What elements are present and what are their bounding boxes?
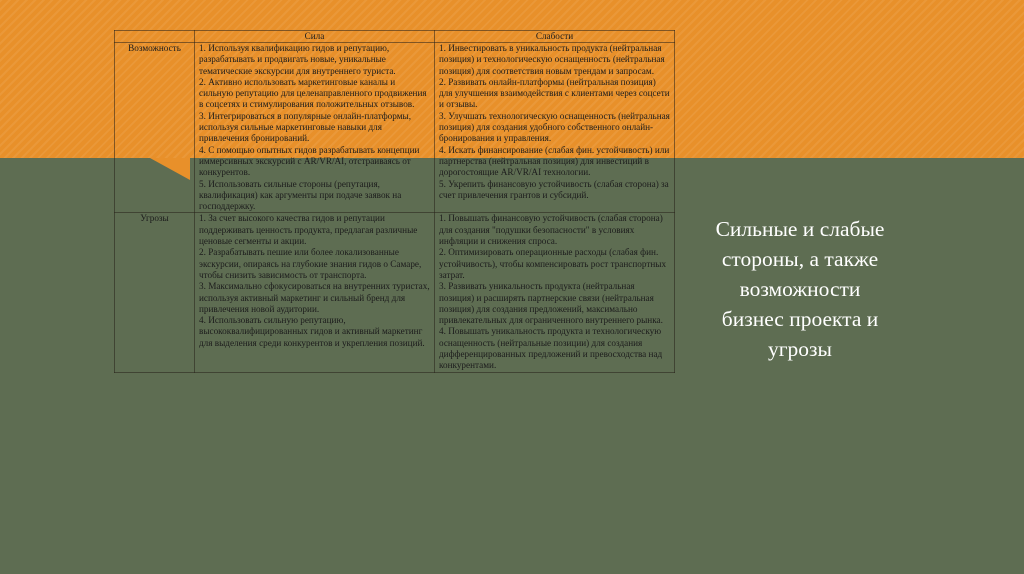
table-header-row	[115, 31, 675, 43]
slide-title-line: бизнес проекта и	[721, 307, 879, 331]
cell-weaknesses-threats	[435, 213, 675, 372]
list-item: 5. Укрепить финансовую устойчивость (слабая сторона) за счет привлечения грантов и субсидий.	[439, 178, 669, 200]
header-empty-cell	[115, 31, 195, 43]
header-weaknesses: Слабости	[435, 31, 675, 43]
slide-title-line: Сильные и слабые	[715, 217, 885, 241]
header-strengths: Сила	[195, 31, 435, 43]
list-item: 3. Развивать уникальность продукта (нейтральная позиция) и расширять партнерские связи (нейтральная позиция) для создания предложений, максимально привлекательных для ограниченного внутреннего рынка.	[439, 281, 663, 326]
row-label-threats: Угрозы	[115, 213, 195, 372]
list-item: 1. Повышать финансовую устойчивость (слабая сторона) для создания "подушки безопасности" в условиях инфляции и снижения спроса.	[439, 213, 663, 247]
list-item: 2. Активно использовать маркетинговые каналы и сильную репутацию для целенаправленного продвижения в соцсетях и стимулирования положительных отзывов.	[199, 76, 427, 110]
list-item: 2. Оптимизировать операционные расходы (слабая фин. устойчивость), чтобы компенсировать рост транспортных затрат.	[439, 247, 667, 280]
list-item: 2. Разрабатывать пешие или более локализованные экскурсии, опираясь на глубокие знания гидов о Самаре, чтобы снизить зависимость от транспорта.	[199, 247, 422, 280]
slide-title-line: стороны, а также	[721, 247, 879, 271]
list-item: 1. За счет высокого качества гидов и репутации поддерживать ценность продукта, предлагая различные ценовые сегменты и акции.	[199, 213, 418, 247]
list-item: 1. Инвестировать в уникальность продукта (нейтральная позиция) и технологическую оснащенность (нейтральная позиция) для соответствия новым трендам и запросам.	[439, 43, 665, 76]
list-item: 4. Искать финансирование (слабая фин. устойчивость) или партнерства (нейтральная позиция) для инвестиций в дорогостоящие AR/VR/AI технологии.	[439, 144, 670, 178]
list-item: 4. Повышать уникальность продукта и технологическую оснащенность (нейтральные позиции) для создания дифференцированных предложений и превосходства над конкурентами.	[439, 326, 663, 371]
table-row	[115, 43, 675, 213]
list-item: 4. С помощью опытных гидов разрабатывать концепции иммерсивных экскурсий с AR/VR/AI, отстраиваясь от конкурентов.	[199, 144, 420, 178]
slide-title-line: возможности	[739, 277, 861, 301]
cell-strengths-threats	[195, 213, 435, 372]
list-item: 5. Использовать сильные стороны (репутация, квалификация) как аргументы при подаче заявок на господдержку.	[199, 178, 402, 212]
list-item: 3. Улучшать технологическую оснащенность (нейтральная позиция) для создания удобного собственного онлайн-бронирования и управления.	[439, 110, 670, 144]
list-item: 3. Максимально сфокусироваться на внутренних туристах, используя активный маркетинг и сильный бренд для привлечения новой аудитории.	[199, 281, 430, 314]
slide-title	[690, 214, 910, 364]
row-label-opportunities: Возможность	[115, 43, 195, 213]
cell-strengths-opportunities	[195, 43, 435, 213]
slide-title-line: угрозы	[767, 337, 832, 361]
cell-weaknesses-opportunities	[435, 43, 675, 213]
list-item: 2. Развивать онлайн-платформы (нейтральная позиция) для улучшения взаимодействия с клиентами через соцсети и отзывы.	[439, 76, 670, 110]
table-row	[115, 213, 675, 372]
list-item: 3. Интегрироваться в популярные онлайн-платформы, используя сильные маркетинговые навыки для привлечения бронирований.	[199, 110, 411, 144]
list-item: 4. Использовать сильную репутацию, высококвалифицированных гидов и активный маркетинг для выделения среди конкурентов и укрепления позиций.	[199, 315, 425, 348]
list-item: 1. Используя квалификацию гидов и репутацию, разрабатывать и продвигать новые, уникальные тематические экскурсии для внутреннего туриста.	[199, 43, 396, 76]
swot-table	[114, 30, 675, 373]
